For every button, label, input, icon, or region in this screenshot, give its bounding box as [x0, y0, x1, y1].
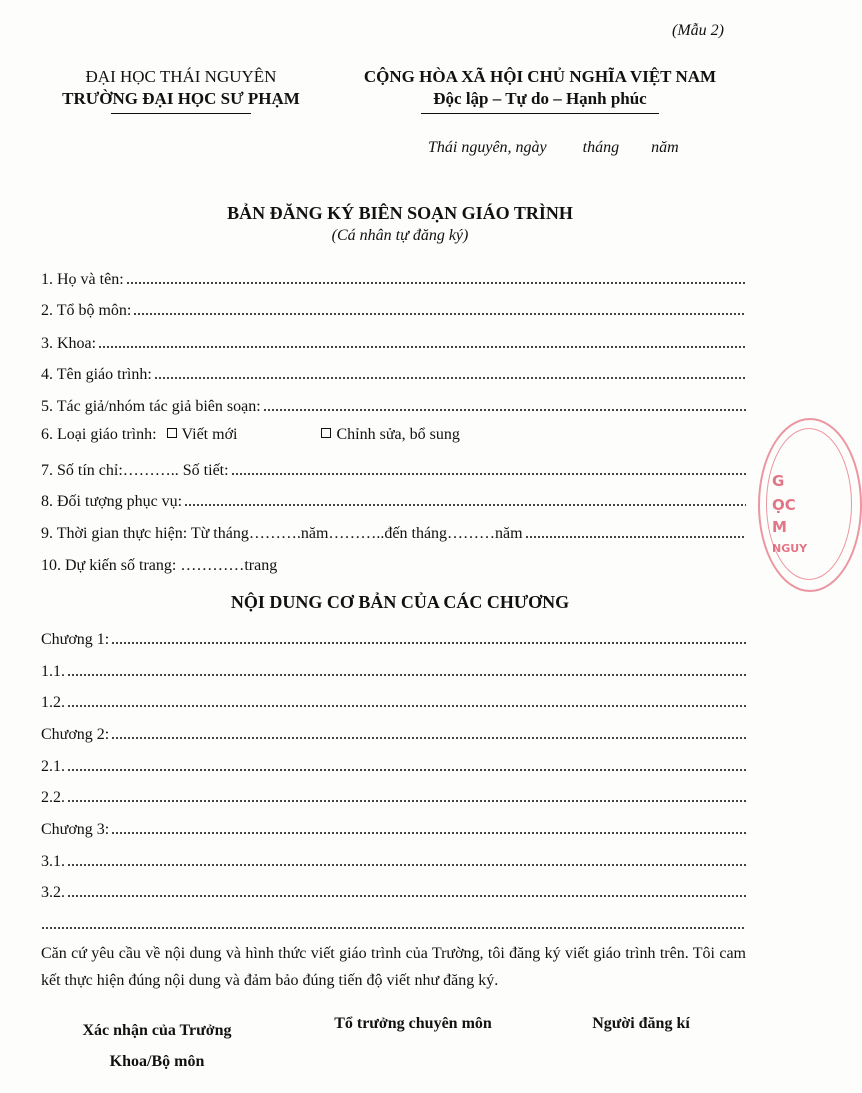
section-label: 3.2.: [41, 884, 65, 901]
dotted-fill: [111, 736, 746, 740]
document-subtitle: (Cá nhân tự đăng ký): [331, 227, 469, 244]
field-label: 9. Thời gian thực hiện: Từ tháng……….năm………..đến tháng………năm: [41, 525, 523, 542]
new-checkbox[interactable]: [167, 428, 177, 438]
head-signature: Tổ trưởng chuyên môn: [334, 1015, 492, 1032]
field-label: 8. Đối tượng phục vụ:: [41, 493, 183, 510]
textbook-type-row: [41, 426, 460, 448]
chapter-label: Chương 1:: [41, 631, 110, 648]
full-name-field[interactable]: [41, 267, 746, 289]
date-line: Thái nguyên, ngày tháng năm: [428, 139, 679, 156]
document-title: BẢN ĐĂNG KÝ BIÊN SOẠN GIÁO TRÌNH: [227, 203, 573, 223]
dotted-fill: [67, 704, 746, 708]
section-1-1-line[interactable]: [41, 659, 746, 681]
period-field[interactable]: [41, 521, 746, 543]
field-label: 7. Số tín chỉ:……….. Số tiết:: [41, 462, 229, 479]
section-label: 2.1.: [41, 758, 65, 775]
commitment-paragraph: Căn cứ yêu cầu về nội dung và hình thức viết giáo trình của Trường, tôi đăng ký viết giáo trình trên. Tôi cam kết thực hiện đúng nội dung và đảm bảo đúng tiến độ viết như đăng ký.: [41, 945, 746, 989]
dotted-fill: [111, 831, 746, 835]
institution-header: [50, 66, 312, 114]
school-name: TRƯỜNG ĐẠI HỌC SƯ PHẠM: [62, 89, 300, 108]
dotted-fill: [67, 673, 746, 677]
field-label: 2. Tổ bộ môn:: [41, 302, 132, 319]
dotted-fill: [126, 281, 746, 285]
dotted-fill: [184, 503, 746, 507]
faculty-confirmation-signature: [62, 1015, 252, 1077]
chapter-3-line[interactable]: [41, 817, 746, 839]
field-label: 4. Tên giáo trình:: [41, 366, 152, 383]
section-3-2-line[interactable]: [41, 880, 746, 902]
dotted-fill: [41, 926, 746, 930]
national-header: [340, 66, 740, 114]
national-motto: Độc lập – Tự do – Hạnh phúc: [433, 89, 647, 108]
country-name: CỘNG HÒA XÃ HỘI CHỦ NGHĨA VIỆT NAM: [363, 67, 717, 86]
field-label: 6. Loại giáo trình:: [41, 426, 157, 443]
form-code: (Mẫu 2): [672, 22, 724, 39]
signature-title-cont: Khoa/Bộ môn: [109, 1053, 205, 1070]
faculty-field[interactable]: [41, 331, 746, 353]
credits-field[interactable]: [41, 458, 746, 480]
edit-option-label: Chỉnh sửa, bổ sung: [336, 426, 460, 443]
university-name: ĐẠI HỌC THÁI NGUYÊN: [85, 67, 277, 86]
edit-checkbox[interactable]: [321, 428, 331, 438]
department-field[interactable]: [41, 298, 746, 320]
registrant-signature: Người đăng kí: [592, 1015, 690, 1032]
textbook-name-field[interactable]: [41, 362, 746, 384]
audience-field[interactable]: [41, 489, 746, 511]
header-left-rule: [111, 113, 251, 114]
dotted-fill: [231, 472, 746, 476]
section-2-1-line[interactable]: [41, 754, 746, 776]
authors-field[interactable]: [41, 394, 746, 416]
dotted-fill: [98, 345, 746, 349]
section-title: NỘI DUNG CƠ BẢN CỦA CÁC CHƯƠNG: [230, 592, 570, 612]
dotted-fill: [67, 799, 746, 803]
field-label: 3. Khoa:: [41, 335, 97, 352]
header-right-rule: [421, 113, 659, 114]
dotted-fill: [111, 641, 746, 645]
field-label: 10. Dự kiến số trang: …………trang: [41, 557, 278, 574]
dotted-fill: [67, 768, 746, 772]
chapter-1-line[interactable]: [41, 627, 746, 649]
field-label: 1. Họ và tên:: [41, 271, 124, 288]
dotted-fill: [67, 863, 746, 867]
section-label: 2.2.: [41, 789, 65, 806]
new-option-label: Viết mới: [181, 426, 238, 443]
field-label: 5. Tác giả/nhóm tác giả biên soạn:: [41, 398, 261, 415]
section-label: 1.1.: [41, 663, 65, 680]
dotted-fill: [133, 312, 746, 316]
signature-title: Xác nhận của Trưởng: [82, 1022, 232, 1039]
pages-field[interactable]: [41, 553, 277, 575]
red-seal-stamp: G ỌC M NGUY: [758, 418, 830, 590]
dotted-fill: [67, 894, 746, 898]
dotted-fill: [525, 535, 746, 539]
extra-content-line[interactable]: [41, 912, 746, 934]
chapter-2-line[interactable]: [41, 722, 746, 744]
chapter-label: Chương 2:: [41, 726, 110, 743]
dotted-fill: [154, 376, 746, 380]
section-2-2-line[interactable]: [41, 785, 746, 807]
dotted-fill: [263, 408, 746, 412]
chapter-label: Chương 3:: [41, 821, 110, 838]
section-1-2-line[interactable]: [41, 690, 746, 712]
section-label: 1.2.: [41, 694, 65, 711]
section-3-1-line[interactable]: [41, 849, 746, 871]
section-label: 3.1.: [41, 853, 65, 870]
